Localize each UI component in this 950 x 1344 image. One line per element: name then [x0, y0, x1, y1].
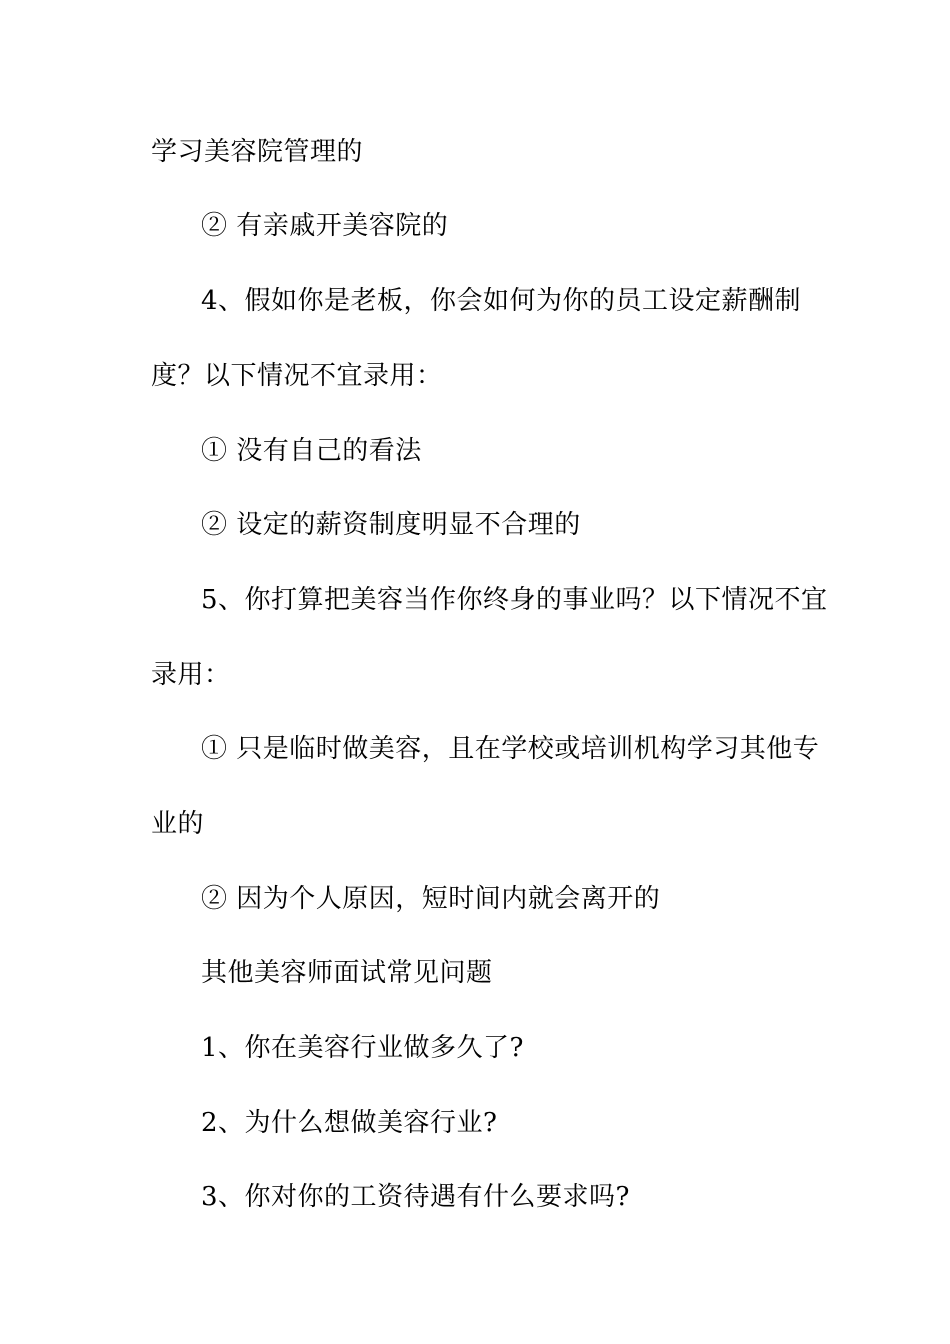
list-item-no-own-opinion: ① 没有自己的看法: [201, 436, 422, 466]
other-question-3: 3、你对你的工资待遇有什么要求吗?: [201, 1182, 630, 1212]
other-question-2: 2、为什么想做美容行业?: [201, 1108, 498, 1138]
section-heading-other-questions: 其他美容师面试常见问题: [201, 958, 493, 988]
list-item-unreasonable-salary: ② 设定的薪资制度明显不合理的: [201, 510, 581, 540]
question-4-line-1: 4、假如你是老板，你会如何为你的员工设定薪酬制: [201, 286, 802, 316]
list-item-temporary-work-line-1: ① 只是临时做美容，且在学校或培训机构学习其他专: [201, 734, 820, 764]
other-question-1: 1、你在美容行业做多久了?: [201, 1033, 524, 1063]
list-item-leave-soon: ② 因为个人原因，短时间内就会离开的: [201, 884, 661, 914]
question-5-line-1: 5、你打算把美容当作你终身的事业吗？以下情况不宜: [201, 585, 828, 615]
question-4-line-2: 度？以下情况不宜录用：: [151, 361, 443, 391]
question-5-line-2: 录用：: [151, 660, 231, 690]
text-line-continuation: 学习美容院管理的: [151, 137, 364, 167]
list-item-temporary-work-line-2: 业的: [151, 809, 205, 839]
list-item-relatives-own-salon: ② 有亲戚开美容院的: [201, 211, 449, 241]
